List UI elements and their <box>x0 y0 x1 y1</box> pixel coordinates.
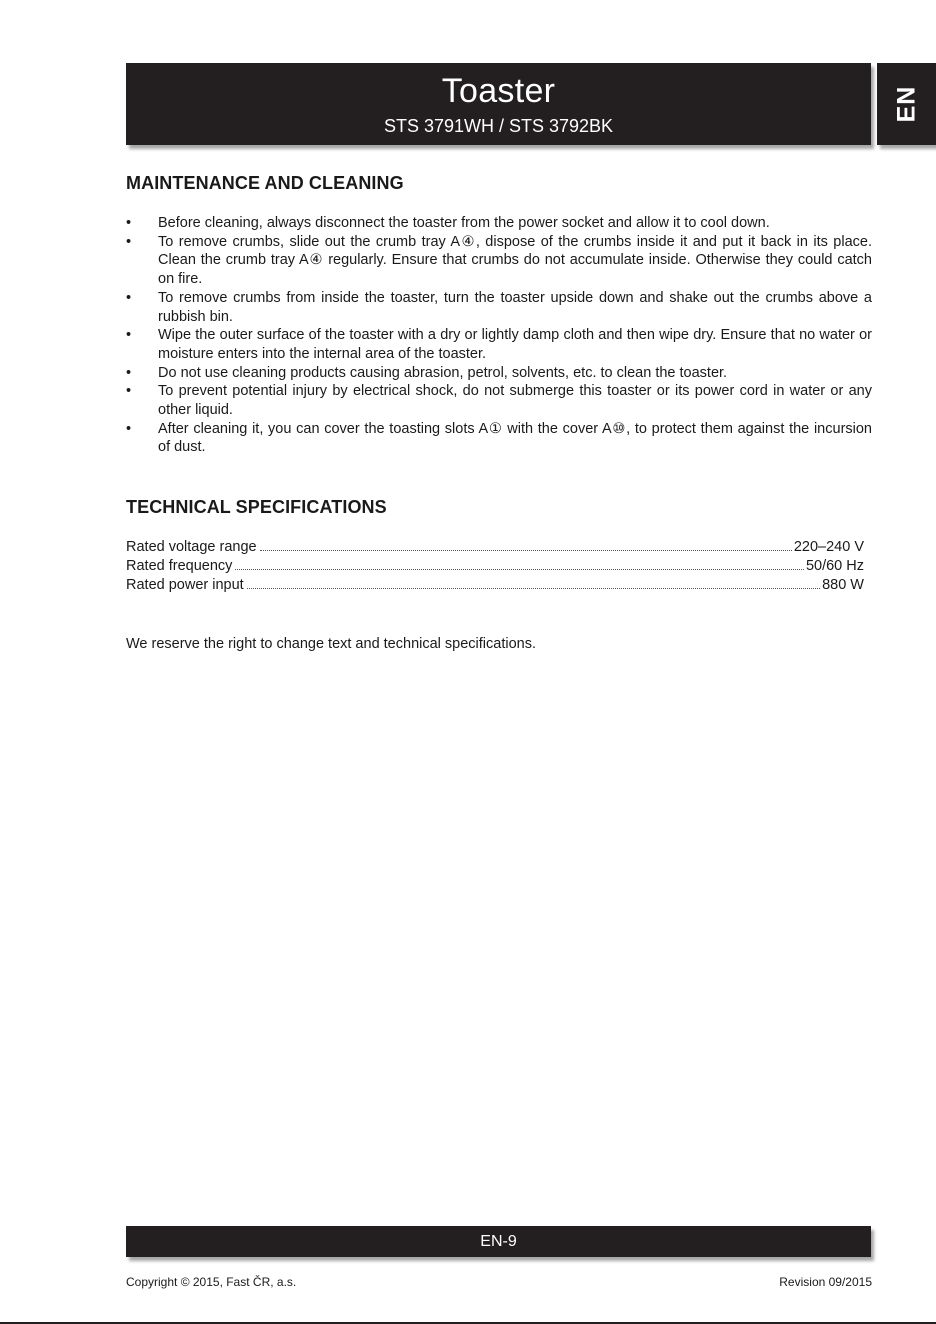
list-item-text: To prevent potential injury by electrical shock, do not submerge this toaster or its power cord in water or any other liquid. <box>158 383 872 419</box>
copyright-text: Copyright © 2015, Fast ČR, a.s. <box>126 1275 297 1289</box>
page-number-bar <box>126 1226 871 1257</box>
bullet-icon: • <box>126 289 132 306</box>
spec-row-power <box>126 576 864 595</box>
dot-leader <box>247 587 820 589</box>
list-item <box>126 382 872 419</box>
language-tab <box>877 63 936 145</box>
spec-label: Rated voltage range <box>126 539 257 555</box>
list-item <box>126 233 872 289</box>
bullet-icon: • <box>126 215 132 231</box>
page-title: Toaster <box>441 72 556 110</box>
bullet-icon: • <box>126 420 132 437</box>
spec-value: 880 W <box>822 577 864 593</box>
bullet-icon: • <box>126 233 132 250</box>
bullet-icon: • <box>126 364 132 381</box>
dot-leader <box>235 568 804 570</box>
page-number: EN-9 <box>480 1233 517 1250</box>
spec-value: 50/60 Hz <box>805 558 864 574</box>
list-item <box>126 364 872 383</box>
list-item-text: Do not use cleaning products causing abrasion, petrol, solvents, etc. to clean the toaster. <box>158 364 728 381</box>
bullet-icon: • <box>126 327 132 344</box>
list-item-text: To remove crumbs from inside the toaster, turn the toaster upside down and shake out the crumbs above a rubbish bin. <box>158 289 872 325</box>
technical-heading: TECHNICAL SPECIFICATIONS <box>126 497 387 517</box>
maintenance-list <box>126 214 872 457</box>
revision-text: Revision 09/2015 <box>779 1275 872 1289</box>
reserve-note: We reserve the right to change text and technical specifications. <box>126 636 536 652</box>
list-item <box>126 420 872 457</box>
list-item-text: Wipe the outer surface of the toaster with a dry or lightly damp cloth and then wipe dry. Ensure that no water or moisture enters into the internal area of the toaster. <box>158 327 872 362</box>
spec-row-voltage <box>126 538 864 557</box>
list-item-text: After cleaning it, you can cover the toasting slots A① with the cover A⑩, to protect them against the incursion of dust. <box>158 420 872 456</box>
bullet-icon: • <box>126 383 132 400</box>
spec-table <box>126 538 864 595</box>
spec-label: Rated power input <box>126 577 244 593</box>
list-item-text: Before cleaning, always disconnect the toaster from the power socket and allow it to cool down. <box>158 215 770 231</box>
page-header <box>126 63 871 145</box>
list-item <box>126 326 872 363</box>
model-numbers: STS 3791WH / STS 3792BK <box>383 116 614 136</box>
spec-value: 220–240 V <box>793 539 864 555</box>
list-item <box>126 214 872 233</box>
spec-row-frequency <box>126 557 864 576</box>
language-tab-label: EN <box>892 85 920 123</box>
maintenance-heading: MAINTENANCE AND CLEANING <box>126 173 404 193</box>
dot-leader <box>260 549 792 551</box>
list-item <box>126 289 872 326</box>
list-item-text: To remove crumbs, slide out the crumb tray A④, dispose of the crumbs inside it and put it back in its place. Clean the crumb tray A④ regularly. Ensure that crumbs do not accumulate inside. Otherwise they could catch on fire. <box>158 233 872 288</box>
spec-label: Rated frequency <box>126 558 233 574</box>
